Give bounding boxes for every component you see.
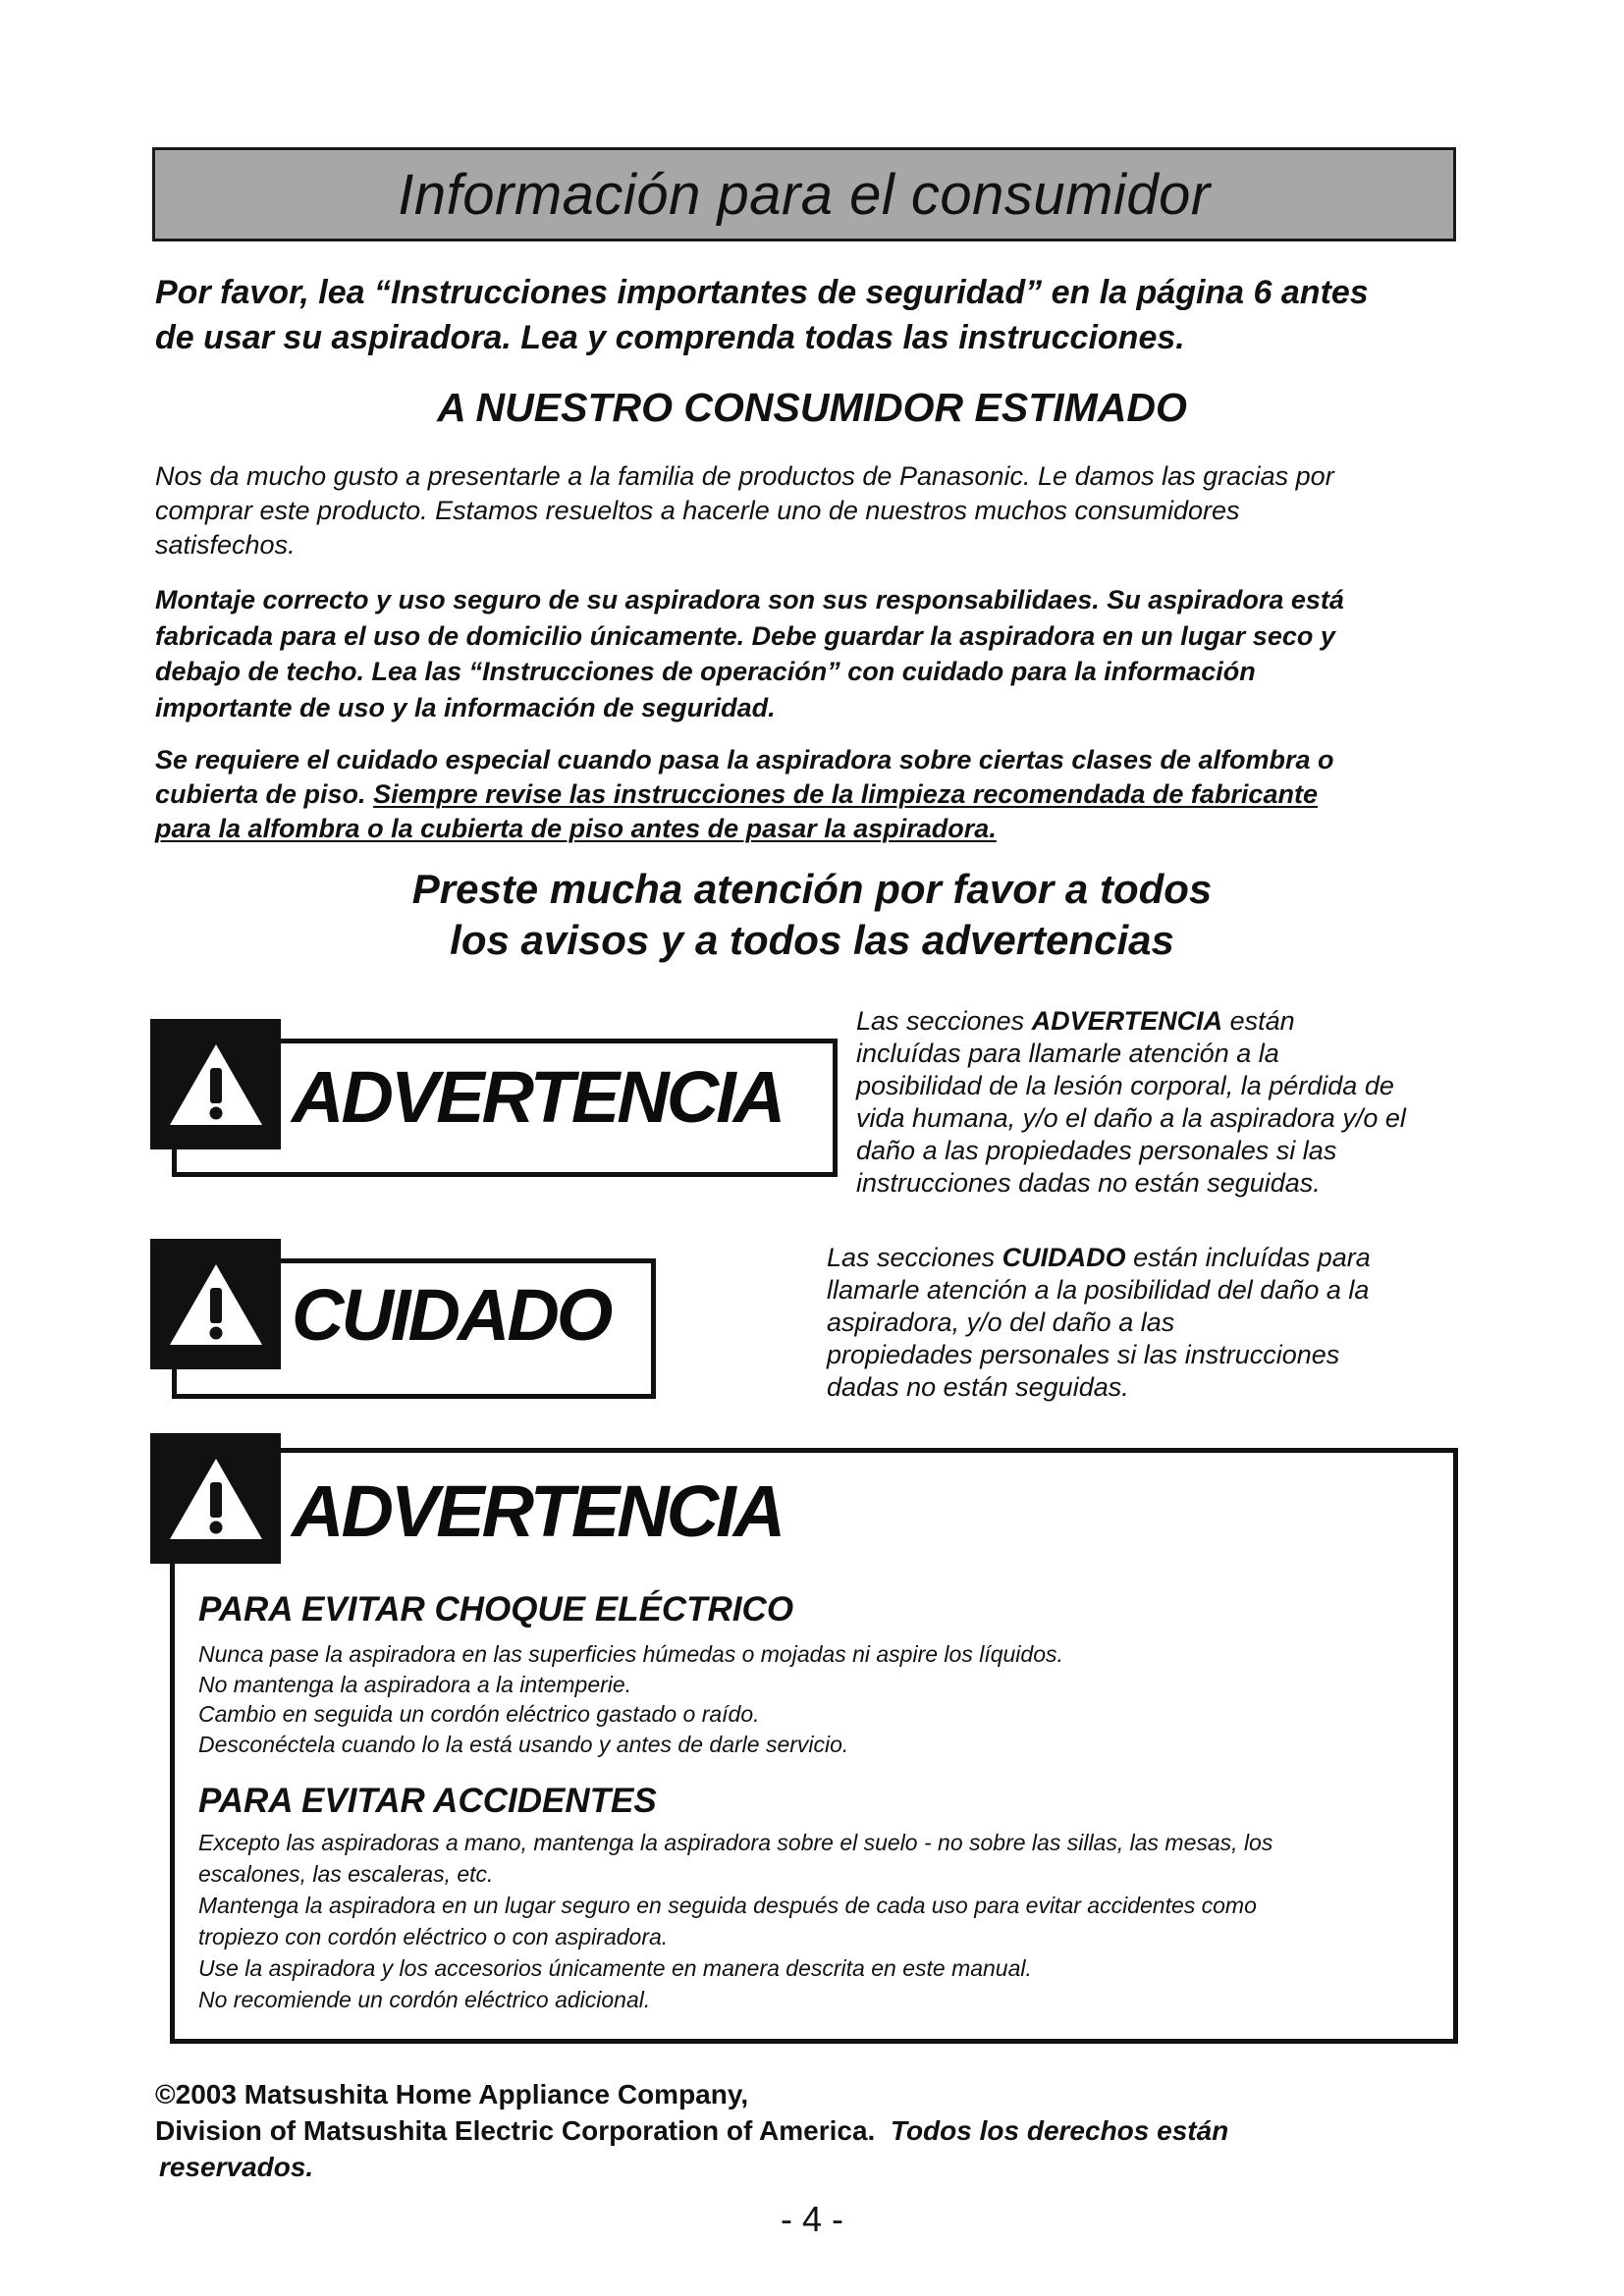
- cuidado-label: CUIDADO: [292, 1274, 611, 1356]
- attention-heading-line-2: los avisos y a todos las advertencias: [450, 917, 1174, 963]
- description-line: [827, 1242, 1371, 1274]
- instruction-line: Nunca pase la aspiradora en las superficies húmedas o mojadas ni aspire los líquidos.: [198, 1641, 1063, 1667]
- description-line: dadas no están seguidas.: [827, 1372, 1129, 1402]
- intro-notice: [155, 270, 1461, 360]
- description-line: aspiradora, y/o del daño a las: [827, 1308, 1175, 1337]
- accident-instructions: [198, 1827, 1272, 2015]
- paragraph-line: debajo de techo. Lea las “Instrucciones de operación” con cuidado para la información: [155, 657, 1256, 686]
- underlined-instruction: para la alfombra o la cubierta de piso antes de pasar la aspiradora.: [155, 814, 997, 843]
- paragraph-line-mixed: [155, 777, 1461, 812]
- description-line: incluídas para llamarle atención a la: [856, 1039, 1279, 1068]
- shock-instructions: [198, 1639, 1063, 1759]
- estimado-heading: A NUESTRO CONSUMIDOR ESTIMADO: [437, 385, 1187, 430]
- description-keyword: ADVERTENCIA: [1031, 1006, 1223, 1036]
- description-line: posibilidad de la lesión corporal, la pérdida de: [856, 1071, 1394, 1100]
- advertencia-label: ADVERTENCIA: [292, 1056, 784, 1138]
- instruction-line: tropiezo con cordón eléctrico o con aspiradora.: [198, 1924, 669, 1949]
- paragraph-welcome: [155, 459, 1461, 562]
- attention-heading-line-1: Preste mucha atención por favor a todos: [411, 866, 1213, 912]
- intro-line-2: de usar su aspiradora. Lea y comprenda todas las instrucciones.: [155, 319, 1185, 356]
- instruction-line: escalones, las escaleras, etc.: [198, 1861, 494, 1887]
- description-line: instrucciones dadas no están seguidas.: [856, 1168, 1321, 1198]
- description-line: propiedades personales si las instrucciones: [827, 1340, 1340, 1369]
- paragraph-line: Montaje correcto y uso seguro de su aspiradora son sus responsabilidaes. Su aspiradora está: [155, 585, 1344, 614]
- description-line: [856, 1005, 1406, 1038]
- instruction-line: Mantenga la aspiradora en un lugar seguro en seguida después de cada uso para evitar accidentes como: [198, 1893, 1257, 1918]
- instruction-line: No mantenga la aspiradora a la intemperie.: [198, 1671, 632, 1697]
- intro-line-1: Por favor, lea “Instrucciones importantes de seguridad” en la página 6 antes: [155, 274, 1369, 311]
- paragraph-line: comprar este producto. Estamos resueltos a hacerle uno de nuestros muchos consumidores: [155, 496, 1240, 525]
- warning-triangle-icon: [150, 1433, 281, 1564]
- paragraph-line: Se requiere el cuidado especial cuando pasa la aspiradora sobre ciertas clases de alfombra o: [155, 745, 1334, 774]
- copyright-line: ©2003 Matsushita Home Appliance Company,: [155, 2079, 749, 2109]
- description-line: llamarle atención a la posibilidad del daño a la: [827, 1275, 1370, 1305]
- description-text: Las secciones: [827, 1243, 1002, 1272]
- description-keyword: CUIDADO: [1001, 1243, 1126, 1272]
- instruction-line: Desconéctela cuando lo la está usando y antes de darle servicio.: [198, 1731, 849, 1757]
- page-title: Información para el consumidor: [398, 162, 1211, 227]
- description-text: están: [1222, 1006, 1295, 1036]
- instruction-line: Excepto las aspiradoras a mano, mantenga la aspiradora sobre el suelo - no sobre las sillas, las mesas, los: [198, 1830, 1273, 1855]
- advertencia-description: [856, 1005, 1406, 1200]
- paragraph-line: fabricada para el uso de domicilio únicamente. Debe guardar la aspiradora en un lugar seco y: [155, 620, 1335, 651]
- attention-heading: [0, 864, 1624, 966]
- instruction-line: Use la aspiradora y los accesorios únicamente en manera descrita en este manual.: [198, 1955, 1032, 1981]
- underlined-instruction: Siempre revise las instrucciones de la limpieza recomendada de fabricante: [373, 779, 1318, 809]
- instruction-line: Cambio en seguida un cordón eléctrico gastado o raído.: [198, 1701, 760, 1727]
- description-text: Las secciones: [856, 1006, 1032, 1036]
- page-title-bar: [152, 147, 1456, 241]
- paragraph-responsibility: [155, 582, 1461, 725]
- paragraph-line: importante de uso y la información de seguridad.: [155, 692, 776, 722]
- description-line: vida humana, y/o el daño a la aspiradora y/o el: [856, 1103, 1406, 1133]
- paragraph-line: satisfechos.: [155, 530, 296, 560]
- shock-heading: PARA EVITAR CHOQUE ELÉCTRICO: [198, 1590, 794, 1629]
- cuidado-description: [827, 1242, 1371, 1404]
- paragraph-line: Nos da mucho gusto a presentarle a la familia de productos de Panasonic. Le damos las gracias por: [155, 461, 1334, 491]
- instruction-line: No recomiende un cordón eléctrico adicional.: [198, 1987, 651, 2012]
- page-number: - 4 -: [780, 2199, 843, 2239]
- copyright-line: [155, 2112, 1461, 2149]
- description-text: están incluídas para: [1125, 1243, 1371, 1272]
- rights-text: reservados.: [159, 2152, 314, 2182]
- copyright-notice: [155, 2076, 1461, 2185]
- warning-triangle-icon: [150, 1019, 281, 1149]
- description-line: daño a las propiedades personales si las: [856, 1136, 1337, 1165]
- warning-triangle-icon: [150, 1239, 281, 1369]
- copyright-text: Division of Matsushita Electric Corporation of America.: [155, 2115, 876, 2146]
- rights-text: Todos los derechos están: [890, 2115, 1229, 2146]
- paragraph-text: cubierta de piso.: [155, 779, 374, 809]
- advertencia-box-label: ADVERTENCIA: [292, 1470, 784, 1552]
- accident-heading: PARA EVITAR ACCIDENTES: [198, 1782, 657, 1820]
- paragraph-special-care: [155, 743, 1461, 846]
